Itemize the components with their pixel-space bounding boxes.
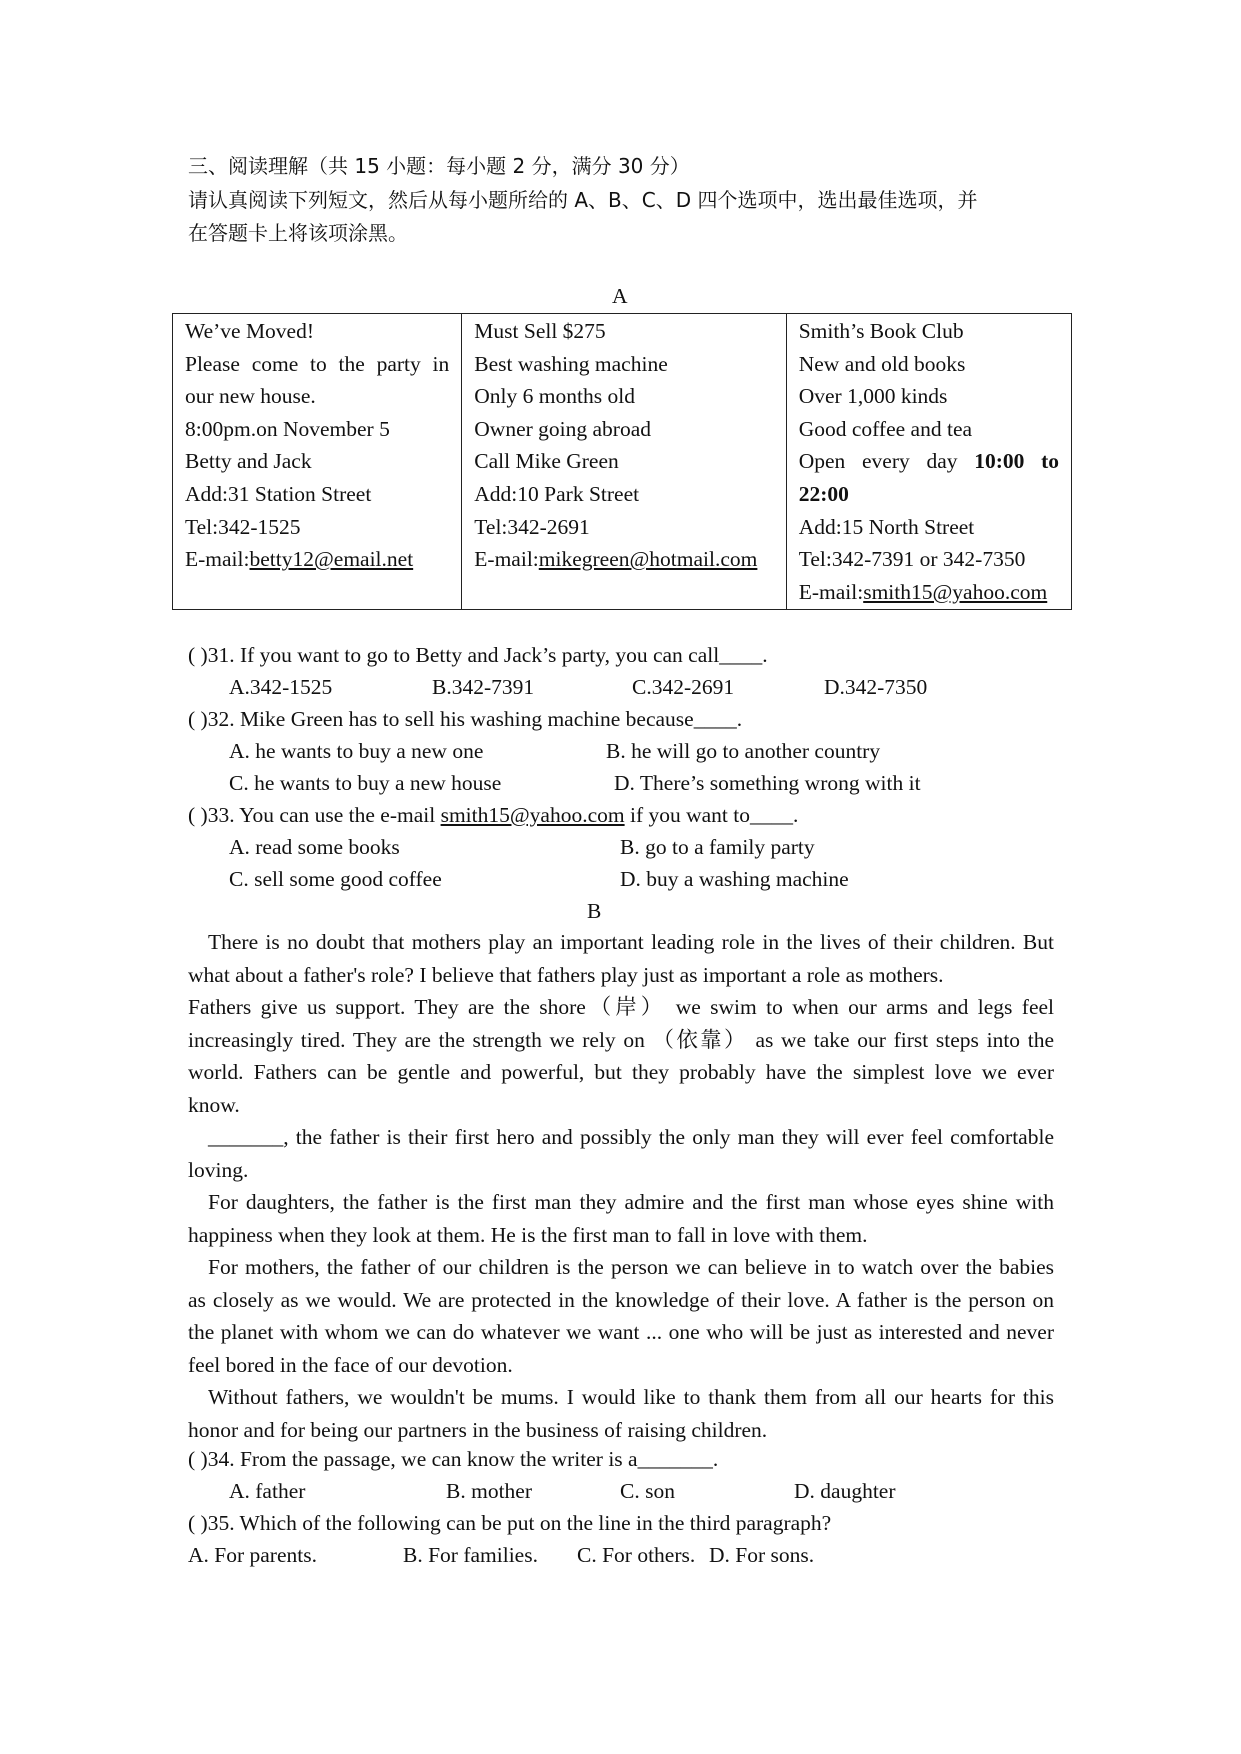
section-b-label: B bbox=[587, 899, 602, 923]
email-link[interactable]: smith15@yahoo.com bbox=[440, 803, 625, 827]
option[interactable]: B. mother bbox=[446, 1479, 532, 1503]
option[interactable]: A.342-1525 bbox=[229, 675, 333, 699]
ad-line: Please come to the party in bbox=[185, 351, 450, 376]
passage-line: Fathers give us support. They are the shore（岸） we swim to when our arms and legs feel bbox=[188, 995, 1054, 1019]
ad-line: Over 1,000 kinds bbox=[798, 384, 948, 409]
ad-open-hours-end: 22:00 bbox=[798, 481, 849, 506]
ad-line: New and old books bbox=[798, 351, 966, 376]
option[interactable]: D. There’s something wrong with it bbox=[614, 771, 921, 795]
open-time: 10:00 to bbox=[974, 449, 1059, 474]
ad-line: Add:10 Park Street bbox=[474, 481, 640, 506]
ad-line: Add:15 North Street bbox=[798, 514, 975, 539]
passage-paragraph-5 bbox=[188, 1251, 1054, 1381]
instruction-line-1: 请认真阅读下列短文，然后从每小题所给的 A、B、C、D 四个选项中，选出最佳选项，并 bbox=[188, 188, 978, 212]
option[interactable]: C. For others. bbox=[577, 1543, 696, 1567]
ad-line: Must Sell $275 bbox=[474, 319, 606, 343]
ad-line: Tel:342-1525 bbox=[185, 514, 301, 539]
ad-email-line bbox=[474, 543, 773, 576]
option[interactable]: A. father bbox=[229, 1479, 306, 1503]
passage-line: know. bbox=[188, 1092, 240, 1117]
ad-line: our new house. bbox=[185, 384, 316, 409]
passage-line: what about a father's role? I believe that fathers play just as important a role as mothers. bbox=[188, 962, 944, 987]
passage-line: For mothers, the father of our children is the person we can believe in to watch over the babies bbox=[208, 1255, 1054, 1279]
option[interactable]: C.342-2691 bbox=[632, 675, 735, 699]
passage-line: There is no doubt that mothers play an important leading role in the lives of their children. But bbox=[208, 930, 1054, 954]
ad-email-line bbox=[799, 576, 1059, 609]
option[interactable]: D. daughter bbox=[794, 1479, 896, 1503]
ad-line: Betty and Jack bbox=[185, 449, 312, 474]
ad-line: Best washing machine bbox=[474, 351, 668, 376]
question-33 bbox=[188, 803, 798, 828]
email-link[interactable]: mikegreen@hotmail.com bbox=[538, 547, 758, 572]
email-link[interactable]: betty12@email.net bbox=[249, 547, 414, 572]
option[interactable]: B. For families. bbox=[403, 1543, 538, 1567]
passage-paragraph-1 bbox=[188, 926, 1054, 991]
email-prefix: E-mail: bbox=[798, 579, 864, 604]
ad-line: 8:00pm.on November 5 bbox=[185, 416, 390, 441]
passage-paragraph-6 bbox=[188, 1381, 1054, 1446]
passage-line: as closely as we would. We are protected in the knowledge of their love. A father is the person on bbox=[188, 1287, 1054, 1312]
passage-line: _______, the father is their first hero and possibly the only man they will ever feel comfortable bbox=[208, 1125, 1054, 1149]
email-prefix: E-mail: bbox=[185, 547, 250, 572]
option[interactable]: D.342-7350 bbox=[824, 675, 928, 699]
option[interactable]: B. go to a family party bbox=[620, 835, 815, 859]
section-a-label: A bbox=[612, 284, 628, 308]
passage-paragraph-3 bbox=[188, 1121, 1054, 1186]
question-31: ( )31. If you want to go to Betty and Jack’s party, you can call____. bbox=[188, 643, 768, 667]
ad-line: We’ve Moved! bbox=[185, 319, 315, 343]
email-prefix: E-mail: bbox=[474, 547, 539, 572]
ad-line: Add:31 Station Street bbox=[185, 481, 372, 506]
ad-line: Call Mike Green bbox=[474, 449, 619, 474]
question-35: ( )35. Which of the following can be put on the line in the third paragraph? bbox=[188, 1511, 832, 1535]
option[interactable]: D. For sons. bbox=[709, 1543, 815, 1567]
passage-line: For daughters, the father is the first man they admire and the first man whose eyes shine with bbox=[208, 1190, 1054, 1214]
passage-line: happiness when they look at them. He is the first man to fall in love with them. bbox=[188, 1222, 868, 1247]
ad-washing-machine bbox=[462, 314, 786, 610]
passage-line: honor and for being our partners in the business of raising children. bbox=[188, 1417, 768, 1442]
ad-line: Only 6 months old bbox=[474, 384, 635, 409]
passage-line: Without fathers, we wouldn't be mums. I would like to thank them from all our hearts for this bbox=[208, 1385, 1054, 1409]
ad-book-club bbox=[786, 314, 1071, 610]
open-prefix: Open every day bbox=[798, 449, 958, 474]
option[interactable]: A. read some books bbox=[229, 835, 400, 859]
ad-email-line bbox=[185, 543, 449, 576]
section-title: 三、阅读理解（共 15 小题：每小题 2 分，满分 30 分） bbox=[188, 154, 690, 178]
option[interactable]: A. he wants to buy a new one bbox=[229, 739, 484, 763]
passage-line: feel bored in the face of our devotion. bbox=[188, 1352, 513, 1377]
ad-party bbox=[173, 314, 462, 610]
passage-paragraph-2 bbox=[188, 991, 1054, 1121]
option[interactable]: B.342-7391 bbox=[432, 675, 535, 699]
option[interactable]: A. For parents. bbox=[188, 1543, 317, 1567]
ad-open-hours bbox=[799, 445, 1059, 478]
question-text: ( )33. You can use the e-mail bbox=[188, 803, 441, 827]
ad-line: Tel:342-2691 bbox=[474, 514, 590, 539]
email-link[interactable]: smith15@yahoo.com bbox=[863, 579, 1048, 604]
ad-line: Owner going abroad bbox=[474, 416, 652, 441]
ad-line: Smith’s Book Club bbox=[798, 319, 964, 343]
ad-line: Tel:342-7391 or 342-7350 bbox=[798, 547, 1026, 572]
passage-line: increasingly tired. They are the strength we rely on （依靠） as we take our first steps into the bbox=[188, 1027, 1054, 1052]
passage-line: world. Fathers can be gentle and powerful, but they probably have the simplest love we ever bbox=[188, 1060, 1054, 1085]
option[interactable]: C. he wants to buy a new house bbox=[229, 771, 502, 795]
passage-line: loving. bbox=[188, 1157, 249, 1182]
option[interactable]: D. buy a washing machine bbox=[620, 867, 849, 891]
passage-paragraph-4 bbox=[188, 1186, 1054, 1251]
instruction-line-2: 在答题卡上将该项涂黑。 bbox=[188, 221, 408, 245]
option[interactable]: C. son bbox=[620, 1479, 675, 1503]
ads-table bbox=[172, 313, 1072, 610]
question-34: ( )34. From the passage, we can know the writer is a_______. bbox=[188, 1447, 719, 1471]
option[interactable]: B. he will go to another country bbox=[606, 739, 881, 763]
ad-line: Good coffee and tea bbox=[798, 416, 973, 441]
option[interactable]: C. sell some good coffee bbox=[229, 867, 442, 891]
question-text: if you want to____. bbox=[624, 803, 799, 827]
question-32: ( )32. Mike Green has to sell his washing machine because____. bbox=[188, 707, 743, 731]
passage-line: the planet with whom we can do whatever we want ... one who will be just as interested and never bbox=[188, 1320, 1054, 1345]
